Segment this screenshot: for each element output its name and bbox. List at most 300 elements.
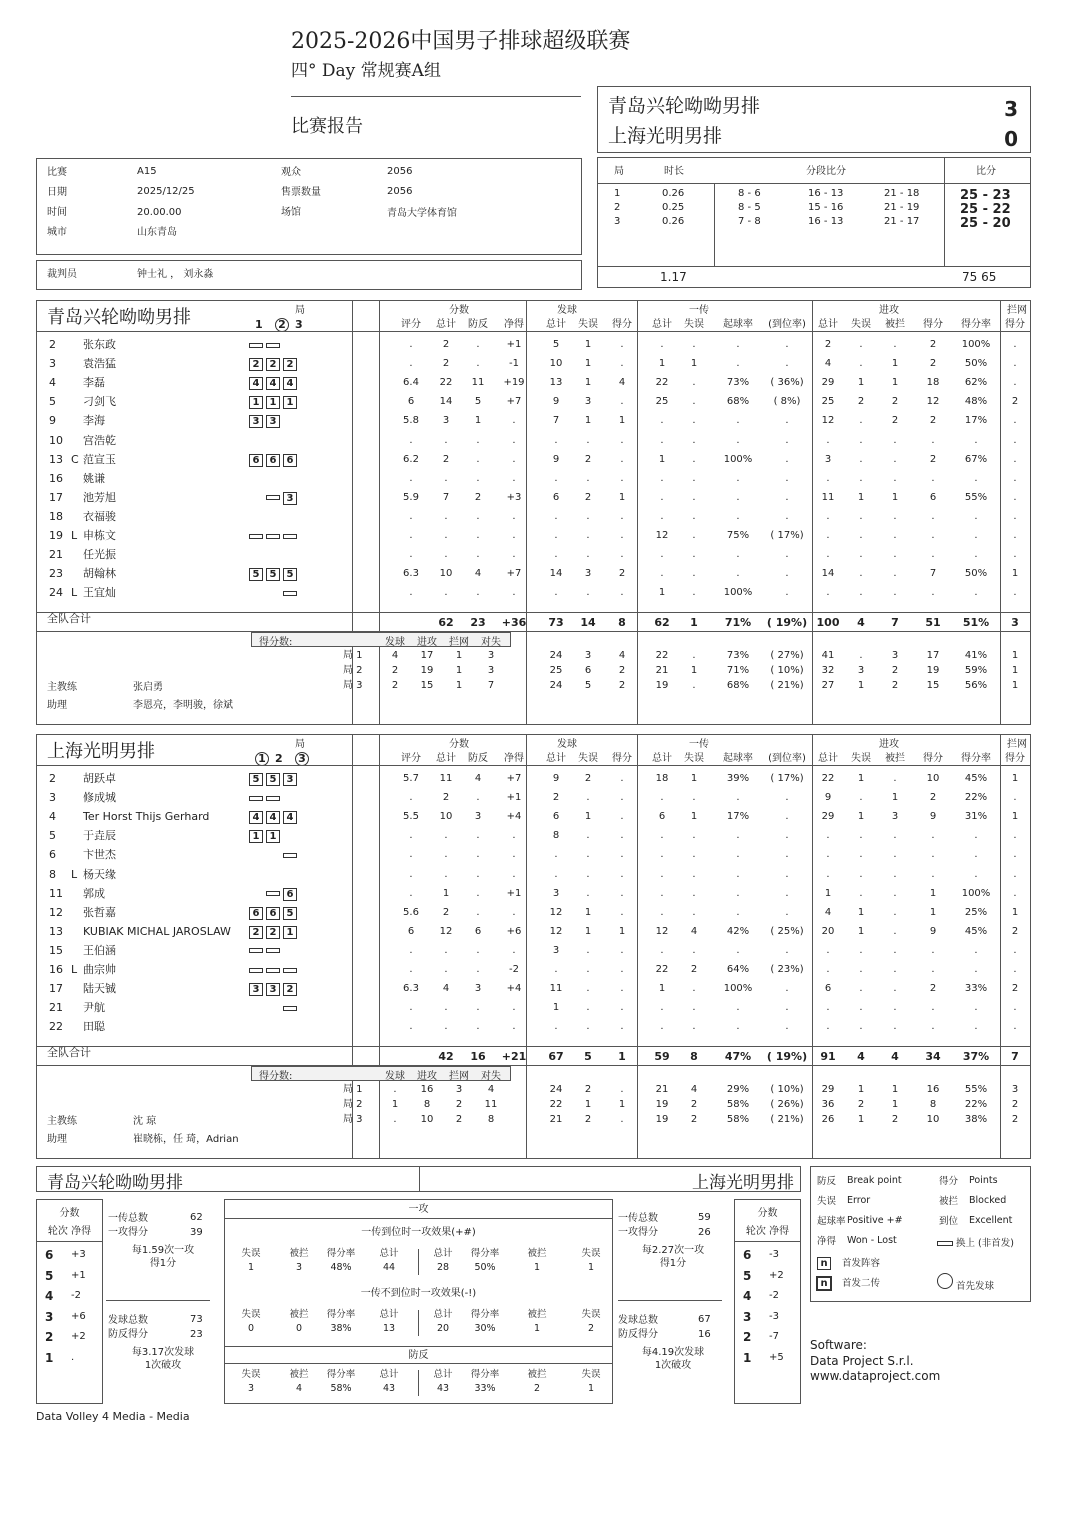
away-recv-total: 59 <box>698 1212 711 1223</box>
stat-re: . <box>692 983 696 995</box>
stat-ae: 1 <box>857 925 865 937</box>
start-zones <box>249 545 300 564</box>
stat-re: . <box>692 549 696 561</box>
stat-se: . <box>586 1002 590 1014</box>
stat-rx: . <box>785 568 789 580</box>
set-row-rx: ( 10%) <box>770 1084 804 1095</box>
total-apc: 37% <box>962 1050 990 1063</box>
set-row-score: 7 <box>487 680 495 691</box>
stat-ab: 1 <box>891 491 899 503</box>
col-head-blocked: 被拦 <box>885 319 905 330</box>
stat-ae: 1 <box>857 491 865 503</box>
player-name: 曲宗帅 <box>83 963 116 976</box>
zone-start: 6 <box>249 454 263 467</box>
stat-ap: . <box>931 434 935 446</box>
stat-sp: . <box>620 906 624 918</box>
zone-start: 4 <box>266 377 280 390</box>
stat-apc: . <box>974 830 978 842</box>
set-row-rp: 71% <box>726 665 750 676</box>
zone-start: 1 <box>249 396 263 409</box>
stat-rt: 6.2 <box>403 453 419 465</box>
stat-sp: . <box>620 792 624 804</box>
stat-bp: 1 <box>474 415 482 427</box>
player-name: 卞世杰 <box>83 848 116 862</box>
stat-re: . <box>692 906 696 918</box>
stat-ae: . <box>859 339 863 350</box>
zone-start: 4 <box>249 377 263 390</box>
set-row-rp: 58% <box>726 1114 750 1125</box>
set-row-rp: 68% <box>726 680 750 691</box>
stat-apc: 31% <box>964 811 988 823</box>
legend-abbr: 失误 <box>817 1196 837 1207</box>
player-name: 刁剑飞 <box>83 395 116 409</box>
stat-at: . <box>826 830 830 842</box>
col-head-pct: 得分率 <box>961 753 991 764</box>
stat-st: 12 <box>549 906 563 918</box>
player-name: 范宣玉 <box>83 452 116 466</box>
col-head-total: 总计 <box>818 753 838 764</box>
stat-rx: ( 8%) <box>773 396 801 408</box>
set-stat-row <box>37 1097 1032 1112</box>
player-name: 李海 <box>83 414 105 428</box>
total-re: 1 <box>690 616 698 629</box>
team-total-row <box>37 1047 1032 1066</box>
stat-rx: . <box>785 830 789 842</box>
stat-rp: . <box>736 434 740 446</box>
match-label: 比赛 <box>47 167 67 178</box>
set-played-mark: 3 <box>295 318 303 331</box>
stat-st: . <box>554 849 558 861</box>
stat-se: . <box>586 792 590 804</box>
fb-col-head: 得分率 <box>470 1309 500 1320</box>
stat-rt: . <box>409 792 413 804</box>
legend-box <box>810 1166 1031 1302</box>
stat-ae: 1 <box>857 906 865 918</box>
player-row <box>37 941 1032 960</box>
match-city: 山东青岛 <box>137 227 177 238</box>
stat-ae: . <box>859 587 863 599</box>
set-row-st: 24 <box>549 1084 563 1095</box>
stat-rp: . <box>736 491 740 503</box>
stat-rt2: . <box>660 549 664 561</box>
fb-value: 4 <box>295 1383 303 1394</box>
stat-apc: 33% <box>964 983 988 995</box>
stat-pt: . <box>444 587 448 599</box>
zone-start: 2 <box>266 926 280 939</box>
stat-rp: . <box>736 339 740 350</box>
fb-value: 43 <box>382 1383 396 1394</box>
stat-sp: . <box>620 472 624 484</box>
start-zones <box>249 884 300 903</box>
fb-value: 33% <box>474 1383 496 1394</box>
score-label: 得分数: <box>259 637 293 648</box>
stat-at: . <box>826 868 830 880</box>
rotation-net: -3 <box>769 1249 779 1260</box>
player-row <box>37 354 1032 373</box>
set-stat-row <box>37 1082 1032 1097</box>
stat-at: 11 <box>821 491 835 503</box>
fb-col-head: 失误 <box>241 1369 261 1380</box>
start-zones <box>249 960 300 979</box>
stat-ae: . <box>859 792 863 804</box>
player-name: 王宜灿 <box>83 586 116 600</box>
legend-meaning: Break point <box>847 1175 902 1186</box>
stat-pt: 12 <box>439 925 453 937</box>
stat-apc: 50% <box>964 568 988 580</box>
set-row-score: 1 <box>391 1099 399 1110</box>
stat-sp: . <box>620 358 624 370</box>
stat-ap: 2 <box>929 415 937 427</box>
col-group-reception: 一传 <box>689 305 709 316</box>
set-score: 25 - 22 <box>960 202 1011 217</box>
result-box <box>597 86 1031 153</box>
player-number: 18 <box>49 509 63 523</box>
col-head-total: 总计 <box>546 319 566 330</box>
set-row-score: . <box>393 1114 397 1125</box>
stat-rt2: . <box>660 868 664 880</box>
player-row <box>37 979 1032 998</box>
stat-sp: . <box>620 868 624 880</box>
stat-at: 29 <box>821 811 835 823</box>
stat-rt2: . <box>660 887 664 899</box>
stat-wl: +3 <box>506 491 522 503</box>
stat-bp: . <box>476 587 480 599</box>
stat-rp: . <box>736 415 740 427</box>
total-se: 5 <box>584 1050 592 1063</box>
stat-ab: 3 <box>891 811 899 823</box>
start-zones <box>249 922 300 941</box>
stat-bp: . <box>476 964 480 975</box>
stat-ab: . <box>893 906 897 918</box>
stat-rt2: . <box>660 944 664 956</box>
total-ab: 4 <box>891 1050 899 1063</box>
away-break-ratio: 每4.19次发球 1次破攻 <box>641 1347 705 1371</box>
fb-value: 38% <box>330 1323 352 1334</box>
stat-rt: . <box>409 472 413 484</box>
zone-start: 2 <box>283 983 297 996</box>
stat-bp: . <box>476 358 480 370</box>
stat-ab: . <box>893 1021 897 1033</box>
stat-at: . <box>826 849 830 861</box>
stat-st: 9 <box>552 453 560 465</box>
set-stat-row <box>37 663 1032 678</box>
stat-ae: 1 <box>857 377 865 389</box>
player-number: 8 <box>49 867 56 881</box>
fb-col-head: 被拦 <box>527 1309 547 1320</box>
stat-rx: . <box>785 549 789 561</box>
stat-pt: 3 <box>442 415 450 427</box>
stat-sp: . <box>620 339 624 350</box>
stat-ap: 7 <box>929 568 937 580</box>
set-row-re: . <box>692 680 696 691</box>
sets-head-duration: 时长 <box>664 166 684 177</box>
stat-rp: 75% <box>726 530 750 541</box>
stat-st: 12 <box>549 925 563 937</box>
fb-value: 1 <box>533 1323 541 1334</box>
fb-col-head: 被拦 <box>527 1248 547 1259</box>
fb-col-head: 失误 <box>581 1369 601 1380</box>
start-zones <box>249 450 300 469</box>
stat-bp: . <box>476 434 480 446</box>
total-ae: 4 <box>857 1050 865 1063</box>
stat-bk: 1 <box>1011 906 1019 918</box>
home-bp-label: 防反得分 <box>108 1329 148 1340</box>
stat-apc: . <box>974 1021 978 1033</box>
venue-label: 场馆 <box>281 207 301 218</box>
stat-bp: 5 <box>474 396 482 408</box>
start-zones <box>249 845 300 864</box>
set-row-rp: 58% <box>726 1099 750 1110</box>
set-row-at: 32 <box>821 665 835 676</box>
col-head-net: 净得 <box>504 753 524 764</box>
zone-start: 3 <box>266 415 280 428</box>
player-row <box>37 769 1032 788</box>
stat-rx: . <box>785 906 789 918</box>
software-company: Data Project S.r.l. <box>810 1354 914 1368</box>
stat-pt: . <box>444 868 448 880</box>
score-col-head: 进攻 <box>417 637 437 648</box>
fb-col-head: 被拦 <box>527 1369 547 1380</box>
stat-bk: 1 <box>1011 811 1019 823</box>
stat-bk: . <box>1013 830 1017 842</box>
stat-st: . <box>554 964 558 975</box>
set-row-score: . <box>393 1084 397 1095</box>
stat-pt: 2 <box>442 339 450 350</box>
def-head: 防反 <box>408 1350 429 1361</box>
stat-at: . <box>826 549 830 561</box>
set-row-se: 6 <box>584 665 592 676</box>
stat-st: . <box>554 510 558 522</box>
fb-col-head: 总计 <box>379 1369 399 1380</box>
total-pt: 62 <box>438 616 454 629</box>
set-row-ab: 2 <box>891 680 899 691</box>
stat-bp: 3 <box>474 811 482 823</box>
stat-sp: . <box>620 849 624 861</box>
stat-pt: . <box>444 1021 448 1033</box>
set-row-label: 局 3 <box>343 1114 363 1125</box>
zone-start: 5 <box>249 568 263 581</box>
stat-bp: . <box>476 472 480 484</box>
col-head-err: 失误 <box>578 753 598 764</box>
stat-ap: 2 <box>929 453 937 465</box>
rotation-number: 1 <box>743 1350 752 1365</box>
player-number: 17 <box>49 982 63 996</box>
stat-ap: 1 <box>929 906 937 918</box>
referee-label: 裁判员 <box>47 269 77 280</box>
stat-ab: . <box>893 964 897 975</box>
total-at: 91 <box>820 1050 836 1063</box>
total-ap: 51 <box>925 616 941 629</box>
team-total-row <box>37 613 1032 632</box>
fb-value: 50% <box>474 1262 496 1273</box>
zone-start: 1 <box>249 830 263 843</box>
score-col-head: 拦网 <box>449 1071 469 1082</box>
total-bk: 7 <box>1011 1050 1019 1063</box>
sets-head-set: 局 <box>614 166 624 177</box>
stat-apc: . <box>974 530 978 541</box>
player-role: C <box>71 452 79 466</box>
player-row <box>37 922 1032 941</box>
stat-rt2: . <box>660 434 664 446</box>
stat-rx: . <box>785 510 789 522</box>
set-row-sp: 2 <box>618 665 626 676</box>
player-name: 尹航 <box>83 1001 105 1015</box>
col-head-blocked: 被拦 <box>885 753 905 764</box>
fb-col-head: 得分率 <box>326 1369 356 1380</box>
set-row-label: 局 1 <box>343 1084 363 1095</box>
set-row-rt2: 19 <box>655 1114 669 1125</box>
set-row-apc: 22% <box>964 1099 988 1110</box>
stat-apc: 100% <box>961 887 991 899</box>
away-rot-sub: 轮次 净得 <box>745 1226 790 1237</box>
stat-bp: 3 <box>474 983 482 995</box>
stat-rt: . <box>409 944 413 956</box>
set-row-score: 8 <box>423 1099 431 1110</box>
stat-re: . <box>692 530 696 541</box>
software-label: Software: <box>810 1338 867 1352</box>
set-row-se: 2 <box>584 1114 592 1125</box>
stat-wl: . <box>512 434 516 446</box>
stat-rt2: . <box>660 510 664 522</box>
away-team-stats <box>36 734 1031 1159</box>
fb-value: 43 <box>436 1383 450 1394</box>
stat-at: . <box>826 964 830 975</box>
set-row-score: 3 <box>455 1084 463 1095</box>
set-row-rt2: 19 <box>655 680 669 691</box>
stat-ap: . <box>931 1002 935 1014</box>
stat-rt: 5.8 <box>403 415 419 427</box>
report-subtitle: 四° Day 常规赛A组 <box>291 61 441 81</box>
stat-se: . <box>586 510 590 522</box>
rotation-net: +6 <box>71 1310 86 1322</box>
stat-rx: . <box>785 1021 789 1033</box>
home-serve-total-label: 发球总数 <box>108 1315 148 1326</box>
player-role: L <box>71 963 78 976</box>
stat-at: 9 <box>824 792 832 804</box>
stat-ab: . <box>893 983 897 995</box>
stat-st: . <box>554 549 558 561</box>
set-row-ab: 2 <box>891 665 899 676</box>
set-row-re: 1 <box>690 665 698 676</box>
stat-ap: 2 <box>929 792 937 804</box>
stat-bp: . <box>476 887 480 899</box>
stat-wl: . <box>512 849 516 861</box>
stat-ae: . <box>859 530 863 541</box>
player-row <box>37 450 1032 469</box>
fb-col-head: 被拦 <box>289 1248 309 1259</box>
player-name: 姚谦 <box>83 471 105 485</box>
zone-start: 5 <box>266 568 280 581</box>
start-zones <box>249 335 300 354</box>
stat-st: 3 <box>552 944 560 956</box>
stat-pt: . <box>444 434 448 446</box>
set-row-score: 2 <box>391 680 399 691</box>
rotation-number: 6 <box>45 1248 54 1262</box>
total-rt2: 59 <box>654 1050 670 1063</box>
set-row-score: 2 <box>391 665 399 676</box>
stat-re: . <box>692 339 696 350</box>
stat-st: . <box>554 1021 558 1033</box>
set-row-score: 10 <box>420 1114 434 1125</box>
set-row-ae: 2 <box>857 1099 865 1110</box>
stat-wl: . <box>512 530 516 541</box>
fb-split <box>418 1310 419 1336</box>
player-number: 2 <box>49 338 56 351</box>
stat-rt2: 1 <box>658 587 666 599</box>
set-row-rx: ( 10%) <box>770 665 804 676</box>
zone-start: 2 <box>283 358 297 371</box>
zone-substitute <box>283 591 297 596</box>
col-head-rating: 评分 <box>401 319 421 330</box>
stat-pt: 2 <box>442 453 450 465</box>
score-col-head: 对失 <box>481 637 501 648</box>
stat-rt: . <box>409 849 413 861</box>
rotation-net: +2 <box>71 1331 86 1342</box>
away-fb-pts-label: 一攻得分 <box>618 1227 658 1238</box>
stat-rx: . <box>785 587 789 599</box>
col-head-pts: 得分 <box>923 753 943 764</box>
stat-rt2: 1 <box>658 358 666 370</box>
stat-apc: . <box>974 434 978 446</box>
col-head-bp: 防反 <box>468 319 488 330</box>
col-group-serve: 发球 <box>557 739 577 750</box>
stat-pt: . <box>444 472 448 484</box>
stat-re: 4 <box>690 925 698 937</box>
stat-rx: . <box>785 887 789 899</box>
set-row-st: 21 <box>549 1114 563 1125</box>
fb-head: 一攻 <box>408 1204 429 1215</box>
start-zones <box>249 788 300 807</box>
stat-rp: . <box>736 792 740 804</box>
home-serve-total: 73 <box>190 1314 203 1325</box>
fb-col-head: 总计 <box>379 1248 399 1259</box>
rotation-net: +1 <box>71 1269 86 1281</box>
start-zones <box>249 431 300 450</box>
stat-wl: -1 <box>509 358 519 370</box>
stat-wl: . <box>512 1002 516 1014</box>
legend-meaning: Points <box>969 1175 998 1186</box>
set-row-rx: ( 21%) <box>770 680 804 691</box>
stat-at: 12 <box>821 415 835 427</box>
fb-neg-head: 一传不到位时一攻效果(-!) <box>360 1288 477 1299</box>
legend-meaning: Excellent <box>969 1215 1013 1226</box>
stat-rt: 6 <box>407 925 415 937</box>
stat-apc: . <box>974 1002 978 1014</box>
zone-start: 1 <box>266 830 280 843</box>
set-partial-8: 8 - 5 <box>738 202 761 213</box>
set-row-apc: 38% <box>964 1114 988 1125</box>
stat-rt2: . <box>660 1021 664 1033</box>
stat-ae: . <box>859 1021 863 1033</box>
zone-start: 1 <box>266 396 280 409</box>
stat-se: 1 <box>584 339 592 350</box>
stat-ab: . <box>893 434 897 446</box>
stat-bk: . <box>1013 964 1017 975</box>
player-name: 王伯涵 <box>83 943 116 957</box>
start-zones <box>249 583 300 602</box>
player-name: 胡翰林 <box>83 567 116 581</box>
stat-rx: . <box>785 1002 789 1014</box>
stat-rp: 39% <box>726 773 750 784</box>
stat-bp: . <box>476 906 480 918</box>
team-name: 青岛兴轮呦呦男排 <box>47 307 191 328</box>
match-date: 2025/12/25 <box>137 186 195 197</box>
stat-se: . <box>586 434 590 446</box>
set-row-ae: 1 <box>857 680 865 691</box>
fb-split <box>418 1249 419 1275</box>
player-number: 10 <box>49 433 63 447</box>
stat-rp: 100% <box>723 587 753 599</box>
